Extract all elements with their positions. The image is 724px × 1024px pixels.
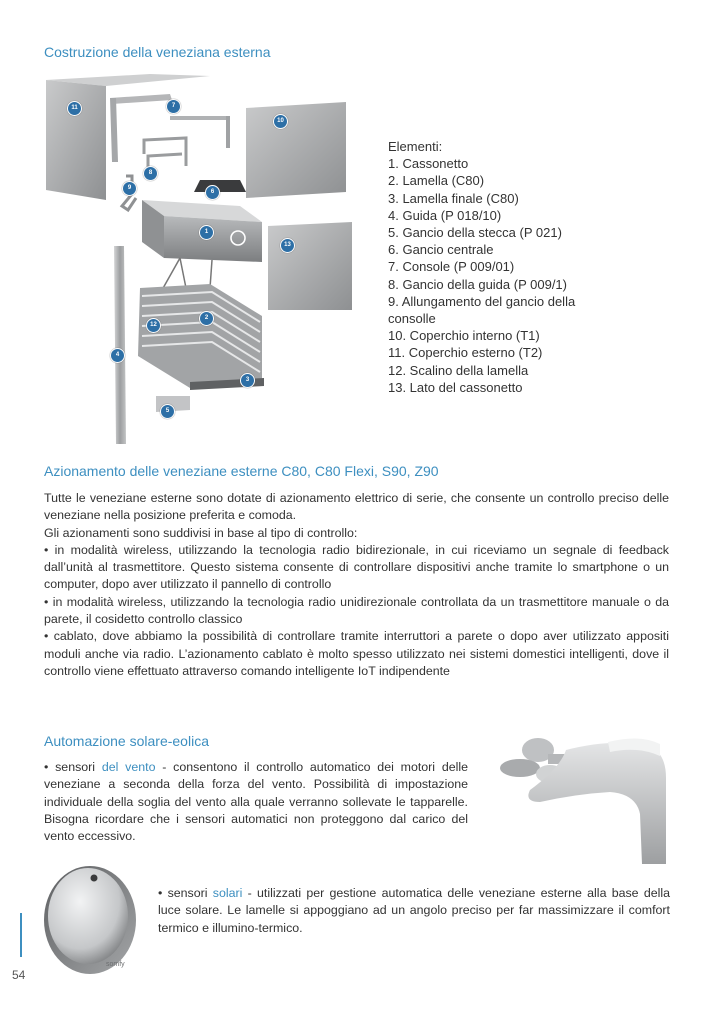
legend-item: consolle: [388, 311, 436, 327]
part-number-1: 1: [199, 225, 214, 240]
bullet-prefix: • sensori: [44, 760, 102, 774]
part-number-5: 5: [160, 404, 175, 419]
page-margin-bar: [20, 913, 22, 957]
drive-description: [44, 490, 669, 680]
part-number-10: 10: [273, 114, 288, 129]
legend-item: 3. Lamella finale (C80): [388, 190, 519, 206]
bullet-prefix: • sensori: [158, 886, 213, 900]
central-hook-part: [194, 180, 246, 192]
paragraph: Gli azionamenti sono suddivisi in base al tipo di controllo:: [44, 525, 358, 540]
part-number-12: 12: [146, 318, 161, 333]
legend-item: 8. Gancio della guida (P 009/1): [388, 276, 567, 292]
guide-rail-part: [114, 246, 126, 444]
part-number-8: 8: [143, 166, 158, 181]
section-title-drive: Azionamento delle veneziane esterne C80, C80 Flexi, S90, Z90: [44, 463, 439, 479]
legend-item: 12. Scalino della lamella: [388, 362, 529, 378]
part-number-7: 7: [166, 99, 181, 114]
part-number-3: 3: [240, 373, 255, 388]
paragraph: Tutte le veneziane esterne sono dotate di azionamento elettrico di serie, che consente un controllo preciso delle veneziane nella posizione preferita e comoda.: [44, 491, 669, 523]
solar-sensor-body: - utilizzati per gestione automatica delle veneziane esterne alla base della luce solare. Le lamelle si appoggiano ad un angolo preciso per far massimizzare il comfort termico e illumino-termico.: [158, 886, 670, 935]
part-number-6: 6: [205, 185, 220, 200]
legend-item: 10. Coperchio interno (T1): [388, 328, 540, 344]
bullet-item: • in modalità wireless, utilizzando la tecnologia radio unidirezionale controllata da un trasmettitore manuale o da parete, il cosidetto controllo classico: [44, 594, 669, 627]
legend-item: 7. Console (P 009/01): [388, 259, 515, 275]
solar-sensor-image: [38, 862, 138, 978]
part-number-13: 13: [280, 238, 295, 253]
page-number: 54: [12, 968, 26, 982]
section-title-automation: Automazione solare-eolica: [44, 733, 209, 749]
somfy-logo: somfy: [106, 961, 125, 968]
legend-item: 6. Gancio centrale: [388, 242, 494, 258]
exploded-view-illustration: [40, 66, 370, 450]
section-title-construction: Costruzione della veneziana esterna: [44, 44, 271, 60]
wind-sensor-body: - consentono il controllo automatico dei motori delle veneziane a seconda della forza del vento. Possibilità di impostazione individuale della soglia del vento alla quale verranno sollevate le tapparelle. Bisogna ricordare che i sensori automatici non proteggono dal carico del vento eccessivo.: [44, 760, 469, 844]
wind-sensor-text: [44, 759, 468, 845]
solar-sensor-highlight: solari: [212, 886, 243, 900]
part-number-9: 9: [122, 181, 137, 196]
wind-sensor-image: [490, 728, 672, 868]
part-number-2: 2: [199, 311, 214, 326]
legend-item: 11. Coperchio esterno (T2): [388, 345, 543, 361]
legend-item: 5. Gancio della stecca (P 021): [388, 225, 562, 241]
solar-sensor-text: [158, 885, 670, 937]
wind-sensor-highlight: del vento: [101, 760, 156, 774]
legend-item: 9. Allungamento del gancio della: [388, 293, 576, 309]
bullet-item: • cablato, dove abbiamo la possibilità di controllare tramite interruttori a parete o dopo aver utilizzato appositi moduli anche via radio. L’azionamento cablato è molto spesso utilizzato nei sistemi domestici intelligenti, dove il controllo viene effettuato attraverso comando intelligente IoT indipendente: [44, 629, 669, 678]
inner-cover-part: [246, 102, 346, 198]
legend-item: 4. Guida (P 018/10): [388, 207, 502, 223]
legend-item: 1. Cassonetto: [388, 156, 469, 172]
legend-item: 13. Lato del cassonetto: [388, 379, 523, 395]
legend-item: 2. Lamella (C80): [388, 173, 485, 189]
bullet-item: • in modalità wireless, utilizzando la tecnologia radio bidirezionale, in cui riceviamo un segnale di feedback dall’unità al trasmettitore. Questo sistema consente di controllare dispositivi anche tramite lo smartphone o un computer, dopo aver utilizzato il pannello di controllo: [44, 542, 669, 592]
box-side-part: [268, 222, 352, 310]
part-number-11: 11: [67, 101, 82, 116]
elements-legend: [388, 138, 575, 396]
part-number-4: 4: [110, 348, 125, 363]
legend-heading: Elementi:: [388, 139, 443, 154]
